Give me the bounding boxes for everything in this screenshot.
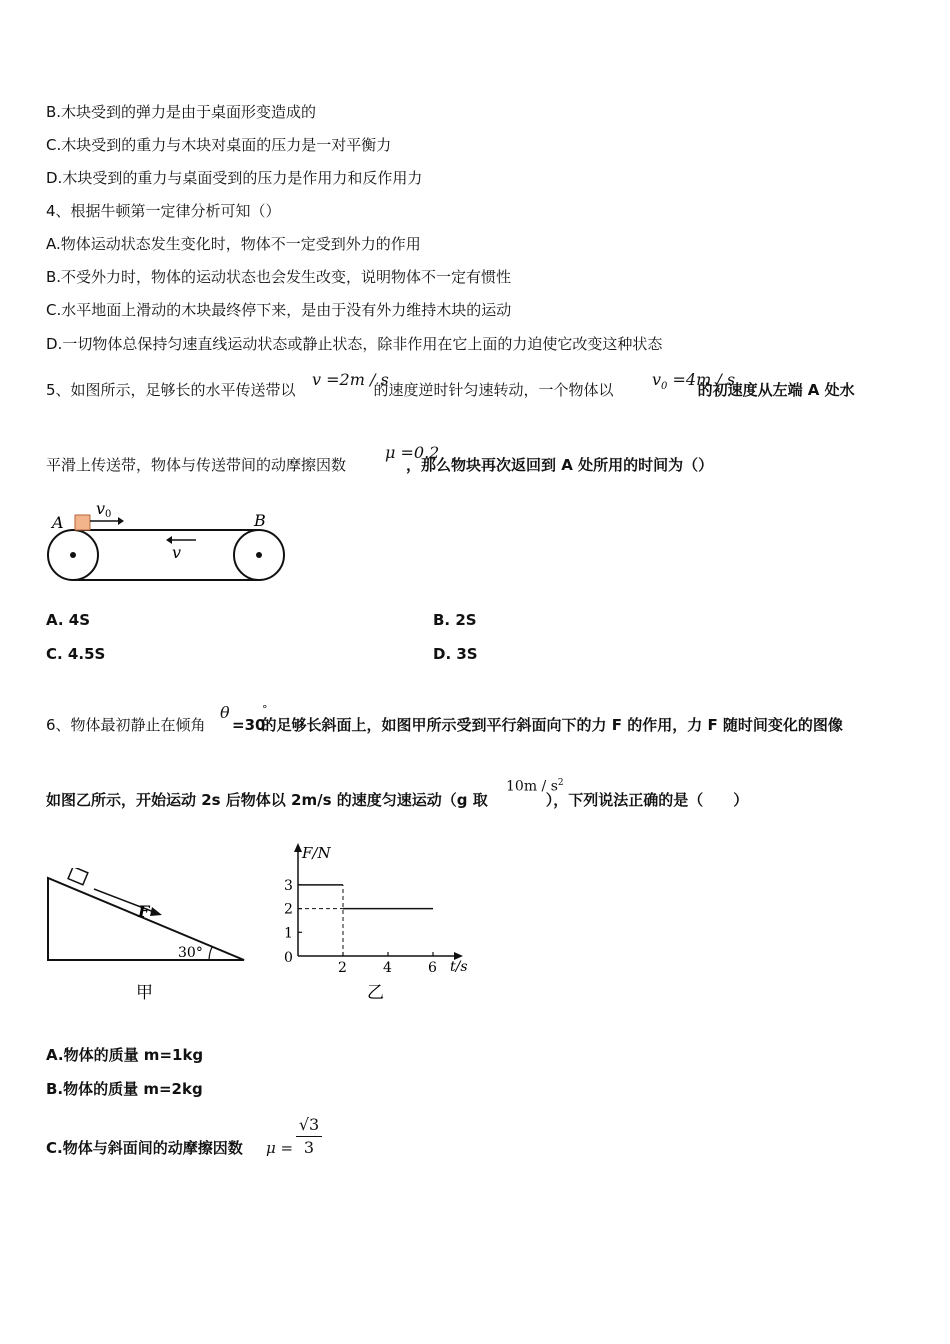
q5-stem-part2: 的速度逆时针匀速转动，一个物体以 bbox=[373, 381, 614, 399]
q6-option-c: C.物体与斜面间的动摩擦因数 bbox=[46, 1139, 243, 1157]
q3-option-d: D.木块受到的重力与桌面受到的压力是作用力和反作用力 bbox=[46, 169, 423, 187]
q5-option-c: C. 4.5S bbox=[46, 645, 106, 663]
chart-y-arrowhead bbox=[294, 843, 302, 852]
q5-option-b: B. 2S bbox=[433, 611, 477, 629]
chart-x-tick-label-6: 6 bbox=[428, 960, 437, 976]
incline-block bbox=[68, 868, 88, 885]
q4-option-a: A.物体运动状态发生变化时，物体不一定受到外力的作用 bbox=[46, 235, 421, 253]
q6-stem-part2: 的足够长斜面上，如图甲所示受到平行斜面向下的力 F 的作用，力 F 随时间变化的图像 bbox=[261, 716, 843, 734]
label-a: A bbox=[52, 513, 64, 532]
q5-formula-mu: μ =0.2 bbox=[385, 443, 440, 462]
q5-stem-part5: ，那么物块再次返回到 A 处所用的时间为（） bbox=[406, 456, 714, 474]
q6-option-c-mu: μ = bbox=[266, 1139, 294, 1157]
q6-formula-theta-value: =30 bbox=[232, 716, 266, 734]
q6-option-c-fraction bbox=[296, 1114, 322, 1159]
q6-incline-figure bbox=[44, 868, 248, 1002]
right-axle bbox=[256, 552, 262, 558]
label-v0-sub: 0 bbox=[105, 509, 112, 520]
angle-arc bbox=[209, 947, 212, 960]
force-arrowhead bbox=[150, 907, 162, 916]
block bbox=[75, 515, 90, 530]
chart-x-tick-label-2: 2 bbox=[338, 960, 347, 976]
q6-stem-part4: ），下列说法正确的是（ ） bbox=[545, 791, 749, 809]
q3-option-b: B.木块受到的弹力是由于桌面形变造成的 bbox=[46, 103, 317, 121]
fraction-denominator: 3 bbox=[303, 1138, 315, 1157]
q6-stem-part3: 如图乙所示，开始运动 2s 后物体以 2m/s 的速度匀速运动（g 取 bbox=[46, 791, 488, 809]
chart-x-label: t/s bbox=[450, 959, 468, 975]
q5-stem-line2 bbox=[46, 455, 713, 475]
left-axle bbox=[70, 552, 76, 558]
label-b: B bbox=[254, 511, 266, 530]
fraction-numerator: √3 bbox=[296, 1114, 322, 1137]
q6-option-b: B.物体的质量 m=2kg bbox=[46, 1080, 203, 1098]
chart-origin-label: 0 bbox=[284, 950, 293, 966]
chart-y-tick-label-1: 1 bbox=[284, 925, 293, 942]
q5-stem-part1: 5、如图所示，足够长的水平传送带以 bbox=[46, 381, 296, 399]
angle-label: 30° bbox=[178, 945, 203, 961]
q6-stem-line2 bbox=[46, 790, 748, 810]
q4-option-b: B.不受外力时，物体的运动状态也会发生改变，说明物体不一定有惯性 bbox=[46, 268, 512, 286]
q3-option-c: C.木块受到的重力与木块对桌面的压力是一对平衡力 bbox=[46, 136, 392, 154]
q4-option-d: D.一切物体总保持匀速直线运动状态或静止状态，除非作用在它上面的力迫使它改变这种状态 bbox=[46, 335, 663, 353]
q6-formula-g: $10m / s^2$ bbox=[506, 778, 564, 795]
q4-option-c: C.水平地面上滑动的木块最终停下来，是由于没有外力维持木块的运动 bbox=[46, 301, 512, 319]
q6-stem-line1 bbox=[46, 715, 843, 735]
q6-formula-theta: θ bbox=[220, 703, 230, 722]
caption-yi: 乙 bbox=[367, 983, 384, 1002]
q4-stem: 4、根据牛顿第一定律分析可知（） bbox=[46, 202, 281, 220]
chart-y-label: F/N bbox=[302, 844, 331, 862]
q5-conveyor-figure bbox=[44, 500, 290, 586]
q5-option-d: D. 3S bbox=[433, 645, 478, 663]
q5-stem-part3: 的初速度从左端 A 处水 bbox=[697, 381, 855, 399]
chart-x-tick-label-4: 4 bbox=[383, 960, 392, 976]
label-v0: v bbox=[96, 500, 106, 518]
q5-stem-part4: 平滑上传送带，物体与传送带间的动摩擦因数 bbox=[46, 456, 347, 474]
q6-option-a: A.物体的质量 m=1kg bbox=[46, 1046, 204, 1064]
q5-option-a: A. 4S bbox=[46, 611, 91, 629]
q5-formula-v0: $v_0 =4m / s$ bbox=[652, 370, 736, 393]
caption-jia: 甲 bbox=[136, 983, 153, 1002]
q6-force-time-chart bbox=[272, 838, 478, 1002]
chart-y-tick-label-2: 2 bbox=[284, 901, 293, 918]
q6-stem-part1: 6、物体最初静止在倾角 bbox=[46, 716, 206, 734]
q6-formula-degree: ° bbox=[262, 703, 268, 716]
chart-y-tick-label-3: 3 bbox=[284, 877, 293, 894]
force-label: F bbox=[138, 902, 150, 921]
q5-formula-v: v =2m / s bbox=[312, 370, 389, 389]
label-v: v bbox=[172, 543, 182, 562]
v0-arrowhead bbox=[118, 517, 124, 525]
